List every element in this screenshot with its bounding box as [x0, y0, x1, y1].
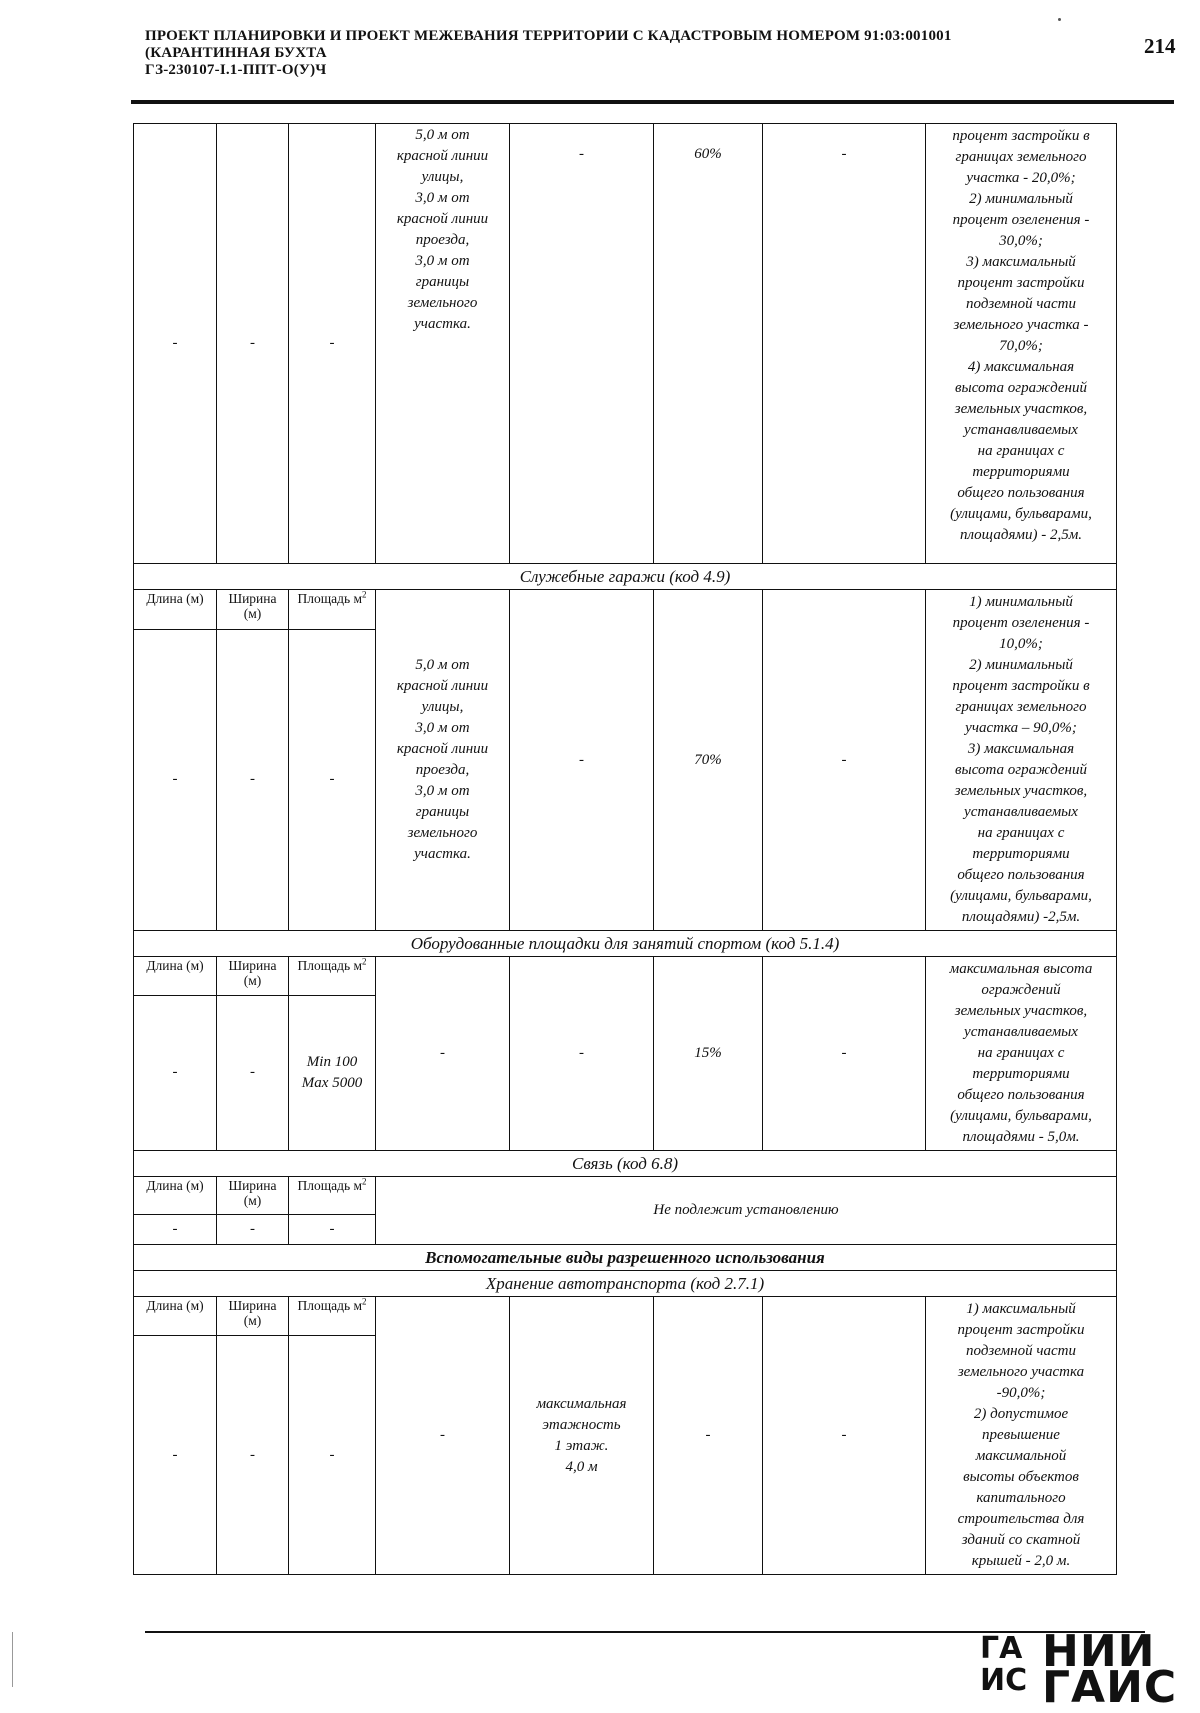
block2-title-row [134, 564, 1117, 590]
block4-width: - [217, 1215, 289, 1245]
col-area-sup: 2 [362, 956, 367, 967]
block1-floors: - [510, 124, 654, 564]
page-number: 214 [1144, 34, 1176, 58]
block3-floors: - [510, 957, 654, 1151]
header-line-1: ПРОЕКТ ПЛАНИРОВКИ И ПРОЕКТ МЕЖЕВАНИЯ ТЕРРИТОРИИ С КАДАСТРОВЫМ НОМЕРОМ 91:03:001001 [145, 28, 952, 44]
block5-title-row [134, 1271, 1117, 1297]
logo-text-line-1: НИИ [1042, 1626, 1156, 1677]
block2-other: - [763, 590, 926, 931]
col-length-header: Длина (м) [134, 957, 217, 996]
col-area-label: Площадь м [297, 1178, 363, 1193]
block2-title: Служебные гаражи (код 4.9) [134, 564, 1117, 590]
col-area-label: Площадь м [297, 1298, 363, 1313]
logo-mark-top: ГА [980, 1631, 1023, 1666]
block1-area: - [289, 124, 376, 564]
col-area-sup: 2 [362, 1296, 367, 1307]
header-line-3: ГЗ-230107-I.1-ППТ-О(У)Ч [145, 62, 327, 78]
block3-area: Min 100 Max 5000 [289, 995, 376, 1150]
col-length-header: Длина (м) [134, 1177, 217, 1215]
header-line-2: (КАРАНТИННАЯ БУХТА [145, 45, 327, 61]
block2-area: - [289, 629, 376, 931]
block5-notes: 1) максимальный процент застройки подземной части земельного участка -90,0%; 2) допустимое превышение максимальной высоты объектов капитального строительства для зданий со скатной крышей - 2,0 м. [926, 1297, 1117, 1575]
aux-uses-title: Вспомогательные виды разрешенного использования [134, 1245, 1117, 1271]
logo-mark-icon [980, 1628, 1036, 1696]
block1-width: - [217, 124, 289, 564]
block2-percent: 70% [654, 590, 763, 931]
col-area-header [289, 1177, 376, 1215]
block4-length: - [134, 1215, 217, 1245]
col-length-header: Длина (м) [134, 590, 217, 630]
block5-area: - [289, 1336, 376, 1575]
block3-length: - [134, 995, 217, 1150]
block3-width: - [217, 995, 289, 1150]
block4-title: Связь (код 6.8) [134, 1151, 1117, 1177]
header-rule [131, 100, 1174, 104]
block5-head-row [134, 1297, 1117, 1336]
block5-percent: - [654, 1297, 763, 1575]
block5-length: - [134, 1336, 217, 1575]
block3-setback: - [376, 957, 510, 1151]
block3-percent: 15% [654, 957, 763, 1151]
block4-area: - [289, 1215, 376, 1245]
col-area-header [289, 1297, 376, 1336]
logo-text-line-2: ГАИС [1042, 1662, 1178, 1713]
block3-title: Оборудованные площадки для занятий спортом (код 5.1.4) [134, 931, 1117, 957]
aux-title-row [134, 1245, 1117, 1271]
block3-notes: максимальная высота ограждений земельных участков, устанавливаемых на границах с территориями общего пользования (улицами, бульварами, площадями - 5,0м. [926, 957, 1117, 1151]
scan-artifact-line [12, 1632, 13, 1687]
block5-other: - [763, 1297, 926, 1575]
col-width-header: Ширина (м) [217, 957, 289, 996]
block5-floors: максимальная этажность 1 этаж. 4,0 м [510, 1297, 654, 1575]
block3-title-row [134, 931, 1117, 957]
block1-other: - [763, 124, 926, 564]
col-area-sup: 2 [362, 589, 367, 600]
block1-row [134, 124, 1117, 564]
block2-width: - [217, 629, 289, 931]
col-length-header: Длина (м) [134, 1297, 217, 1336]
logo-mark-bottom: ИС [980, 1663, 1028, 1696]
block1-percent: 60% [654, 124, 763, 564]
col-area-label: Площадь м [297, 591, 363, 606]
block2-head-row [134, 590, 1117, 630]
col-width-header: Ширина (м) [217, 1297, 289, 1336]
col-width-header: Ширина (м) [217, 590, 289, 630]
col-area-label: Площадь м [297, 958, 363, 973]
block2-floors: - [510, 590, 654, 931]
block2-notes: 1) минимальный процент озеленения - 10,0%; 2) минимальный процент застройки в границах земельного участка – 90,0%; 3) максимальная высота ограждений земельных участков, устанавливаемых на границах с территориями общего пользования (улицами, бульварами, площадями) -2,5м. [926, 590, 1117, 931]
block3-other: - [763, 957, 926, 1151]
block2-setback: 5,0 м от красной линии улицы, 3,0 м от красной линии проезда, 3,0 м от границы земельного участка. [376, 590, 510, 931]
block3-head-row [134, 957, 1117, 996]
col-width-header: Ширина (м) [217, 1177, 289, 1215]
block1-setback: 5,0 м от красной линии улицы, 3,0 м от красной линии проезда, 3,0 м от границы земельного участка. [376, 124, 510, 564]
scan-speck [1058, 18, 1061, 21]
block1-notes: процент застройки в границах земельного участка - 20,0%; 2) минимальный процент озеленения - 30,0%; 3) максимальный процент застройки подземной части земельного участка - 70,0%; 4) максимальная высота ограждений земельных участков, устанавливаемых на границах с территориями общего пользования (улицами, бульварами, площадями) - 2,5м. [926, 124, 1117, 564]
block5-title: Хранение автотранспорта (код 2.7.1) [134, 1271, 1117, 1297]
block4-head-row [134, 1177, 1117, 1215]
niigais-logo [980, 1626, 1180, 1713]
col-area-header [289, 590, 376, 630]
block1-length: - [134, 124, 217, 564]
col-area-sup: 2 [362, 1176, 367, 1187]
block5-width: - [217, 1336, 289, 1575]
col-area-header [289, 957, 376, 996]
block4-not-applicable: Не подлежит установлению [376, 1177, 1117, 1245]
document-header [145, 28, 1105, 79]
block2-length: - [134, 629, 217, 931]
block5-setback: - [376, 1297, 510, 1575]
regulations-table [133, 123, 1117, 1575]
block4-title-row [134, 1151, 1117, 1177]
